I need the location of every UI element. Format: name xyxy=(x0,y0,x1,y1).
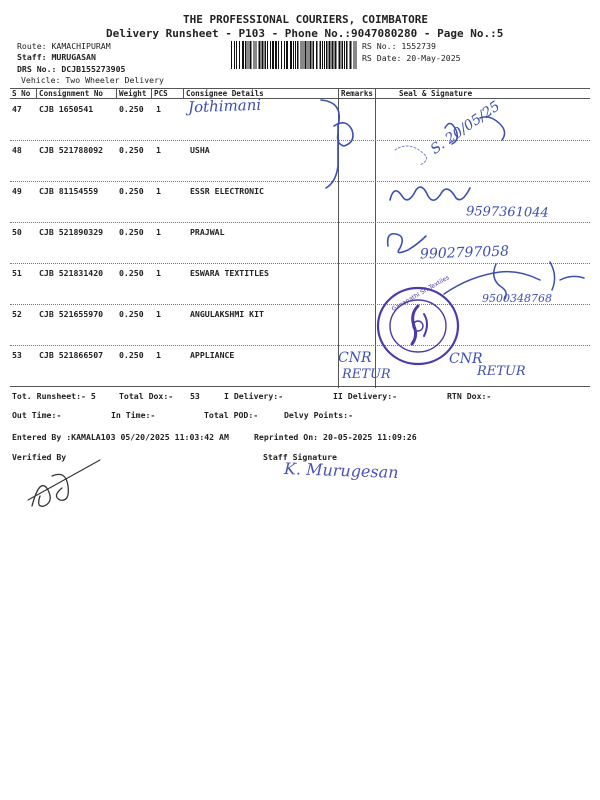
header-weight: Weight xyxy=(119,89,147,98)
row-pcs: 1 xyxy=(156,350,161,360)
col-sep xyxy=(116,88,117,98)
header-consignment: Consignment No xyxy=(39,89,104,98)
handwritten-remark-return-1: RETUR xyxy=(342,367,391,382)
total-dox-value: 53 xyxy=(190,391,200,401)
row-divider xyxy=(10,222,590,223)
handwritten-phone-row51: 9500348768 xyxy=(482,292,552,305)
header-remarks: Remarks xyxy=(341,89,374,98)
row-consignment: CJB 521831420 xyxy=(39,268,104,278)
row-consignment: CJB 81154559 xyxy=(39,186,99,196)
stamp-ring-text: Ganapathi Sri Textiles xyxy=(390,274,451,313)
table-header-border xyxy=(10,98,590,99)
row-consignment: CJB 521890329 xyxy=(39,227,104,237)
total-dox-label: Total Dox:- xyxy=(119,391,174,401)
verified-signature-icon xyxy=(22,456,106,512)
entered-by: Entered By :KAMALA103 05/20/2025 11:03:42 AM xyxy=(12,432,229,442)
row-pcs: 1 xyxy=(156,145,161,155)
handwritten-remark-cnr-1: CNR xyxy=(338,350,372,366)
row-sno: 51 xyxy=(12,268,22,278)
signature-row50-icon xyxy=(382,226,432,258)
in-time: In Time:- xyxy=(111,410,156,420)
row-divider xyxy=(10,181,590,182)
header-consignee: Consignee Details xyxy=(186,89,264,98)
table-bottom-border xyxy=(10,386,590,387)
total-pod: Total POD:- xyxy=(204,410,259,420)
rs-number: RS No.: 1552739 xyxy=(362,41,436,51)
out-time: Out Time:- xyxy=(12,410,62,420)
header-pcs: PCS xyxy=(154,89,168,98)
rs-date: RS Date: 20-May-2025 xyxy=(362,53,461,63)
handwritten-remark-return-2: RETUR xyxy=(477,364,526,379)
company-name: THE PROFESSIONAL COURIERS, COIMBATORE xyxy=(183,13,429,26)
row-consignee: PRAJWAL xyxy=(190,227,225,237)
reprinted-on: Reprinted On: 20-05-2025 11:09:26 xyxy=(254,432,417,442)
row-weight: 0.250 xyxy=(119,104,144,114)
handwritten-phone-row49: 9597361044 xyxy=(465,204,549,221)
row-consignee: ANGULAKSHMI KIT xyxy=(190,309,264,319)
barcode-icon xyxy=(230,41,358,69)
row-sno: 53 xyxy=(12,350,22,360)
tot-runsheet: Tot. Runsheet:- 5 xyxy=(12,391,96,401)
drs-number: DRS No.: DCJB155273905 xyxy=(17,64,126,74)
row-weight: 0.250 xyxy=(119,309,144,319)
staff-signature-ink: K. Murugesan xyxy=(283,459,399,482)
row-consignee: ESWARA TEXTITLES xyxy=(190,268,269,278)
signature-row51-icon xyxy=(440,256,590,302)
row-consignee: ESSR ELECTRONIC xyxy=(190,186,264,196)
row-consignee: APPLIANCE xyxy=(190,350,235,360)
rtn-dox: RTN Dox:- xyxy=(447,391,492,401)
header-sno: S No xyxy=(12,89,31,98)
row-sno: 52 xyxy=(12,309,22,319)
signature-row48-icon xyxy=(390,110,530,180)
signature-row49-icon xyxy=(386,180,486,210)
i-delivery: I Delivery:- xyxy=(224,391,284,401)
row-pcs: 1 xyxy=(156,309,161,319)
handwritten-phone-row50: 9902797058 xyxy=(419,243,510,263)
route-label: Route: KAMACHIPURAM xyxy=(17,41,111,51)
runsheet-title: Delivery Runsheet - P103 - Phone No.:9047080280 - Page No.:5 xyxy=(106,27,504,40)
verified-by-label: Verified By xyxy=(12,452,67,462)
header-seal: Seal & Signature xyxy=(399,89,473,98)
row-weight: 0.250 xyxy=(119,227,144,237)
delvy-points: Delvy Points:- xyxy=(284,410,354,420)
col-sep xyxy=(183,88,184,98)
row-consignment: CJB 1650541 xyxy=(39,104,94,114)
row-consignee: USHA xyxy=(190,145,210,155)
row-consignment: CJB 521788092 xyxy=(39,145,104,155)
staff-signature-label: Staff Signature xyxy=(263,452,337,462)
row-weight: 0.250 xyxy=(119,350,144,360)
row-sno: 47 xyxy=(12,104,22,114)
row-consignment: CJB 521866507 xyxy=(39,350,104,360)
ii-delivery: II Delivery:- xyxy=(333,391,398,401)
remark-bracket-ink xyxy=(316,96,376,196)
row-pcs: 1 xyxy=(156,186,161,196)
handwritten-remark-cnr-2: CNR xyxy=(449,351,483,367)
row-weight: 0.250 xyxy=(119,145,144,155)
row-sno: 50 xyxy=(12,227,22,237)
row-pcs: 1 xyxy=(156,227,161,237)
row-sno: 49 xyxy=(12,186,22,196)
row-pcs: 1 xyxy=(156,104,161,114)
col-sep xyxy=(151,88,152,98)
row-pcs: 1 xyxy=(156,268,161,278)
vehicle-label: Vehicle: Two Wheeler Delivery xyxy=(21,75,164,85)
staff-label: Staff: MURUGASAN xyxy=(17,52,96,62)
handwritten-name-row47: Jothimani xyxy=(187,95,262,117)
row-sno: 48 xyxy=(12,145,22,155)
row-weight: 0.250 xyxy=(119,268,144,278)
row-weight: 0.250 xyxy=(119,186,144,196)
row-consignment: CJB 521655970 xyxy=(39,309,104,319)
col-sep xyxy=(36,88,37,98)
row-divider xyxy=(10,345,590,346)
handwritten-date-row48: S. 20/05/25 xyxy=(427,98,504,158)
